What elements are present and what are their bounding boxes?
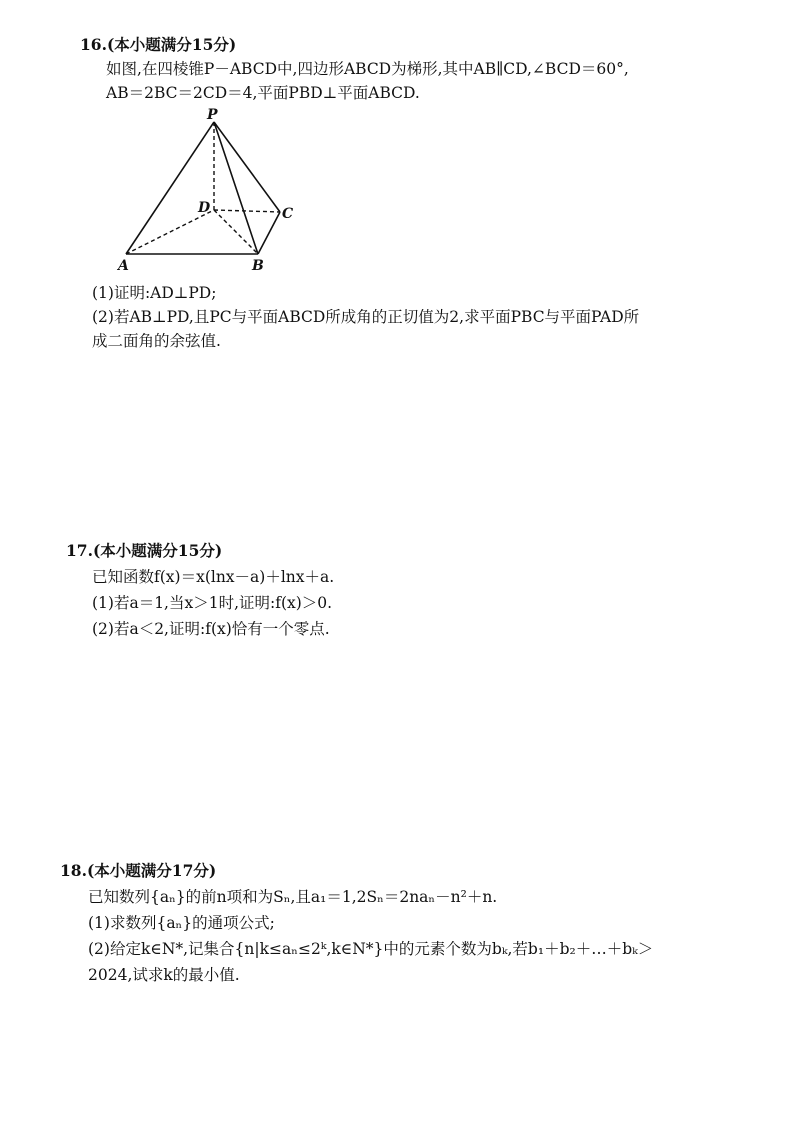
q16-part1: (1)证明:AD⊥PD; [92, 284, 217, 302]
q18-stem: 已知数列{aₙ}的前n项和为Sₙ,且a₁＝1,2Sₙ＝2naₙ－n²＋n. [88, 888, 498, 906]
q18-part2-line2: 2024,试求k的最小值. [88, 966, 240, 984]
edge-PA [126, 122, 214, 254]
edge-AD [126, 210, 214, 254]
label-C: C [282, 206, 294, 222]
edge-PC [214, 122, 280, 212]
q18-part1: (1)求数列{aₙ}的通项公式; [88, 914, 275, 932]
q17-part2: (2)若a＜2,证明:f(x)恰有一个零点. [92, 620, 330, 638]
pyramid-diagram [112, 104, 312, 276]
label-B: B [252, 258, 264, 274]
q17-header: 17.(本小题满分15分) [66, 541, 223, 560]
edge-BC [258, 212, 280, 254]
edge-PB [214, 122, 258, 254]
q17-stem: 已知函数f(x)＝x(lnx－a)＋lnx＋a. [92, 568, 335, 586]
q16-part2-line1: (2)若AB⊥PD,且PC与平面ABCD所成角的正切值为2,求平面PBC与平面PAD所 [92, 308, 640, 326]
label-P: P [207, 107, 218, 123]
label-A: A [118, 258, 129, 274]
label-D: D [198, 200, 211, 216]
q17-part1: (1)若a＝1,当x＞1时,证明:f(x)＞0. [92, 594, 333, 612]
q18-header: 18.(本小题满分17分) [60, 861, 217, 880]
q16-part2-line2: 成二面角的余弦值. [92, 332, 221, 350]
q18-part2-line1: (2)给定k∈N*,记集合{n|k≤aₙ≤2ᵏ,k∈N*}中的元素个数为bₖ,若b₁＋b₂＋…＋bₖ＞ [88, 940, 654, 958]
q16-stem-line2: AB＝2BC＝2CD＝4,平面PBD⊥平面ABCD. [106, 84, 420, 102]
q16-stem-line1: 如图,在四棱锥P－ABCD中,四边形ABCD为梯形,其中AB∥CD,∠BCD＝60°, [106, 60, 629, 78]
pyramid-figure [112, 104, 312, 276]
edge-DC [214, 210, 280, 212]
q16-header: 16.(本小题满分15分) [80, 35, 237, 54]
